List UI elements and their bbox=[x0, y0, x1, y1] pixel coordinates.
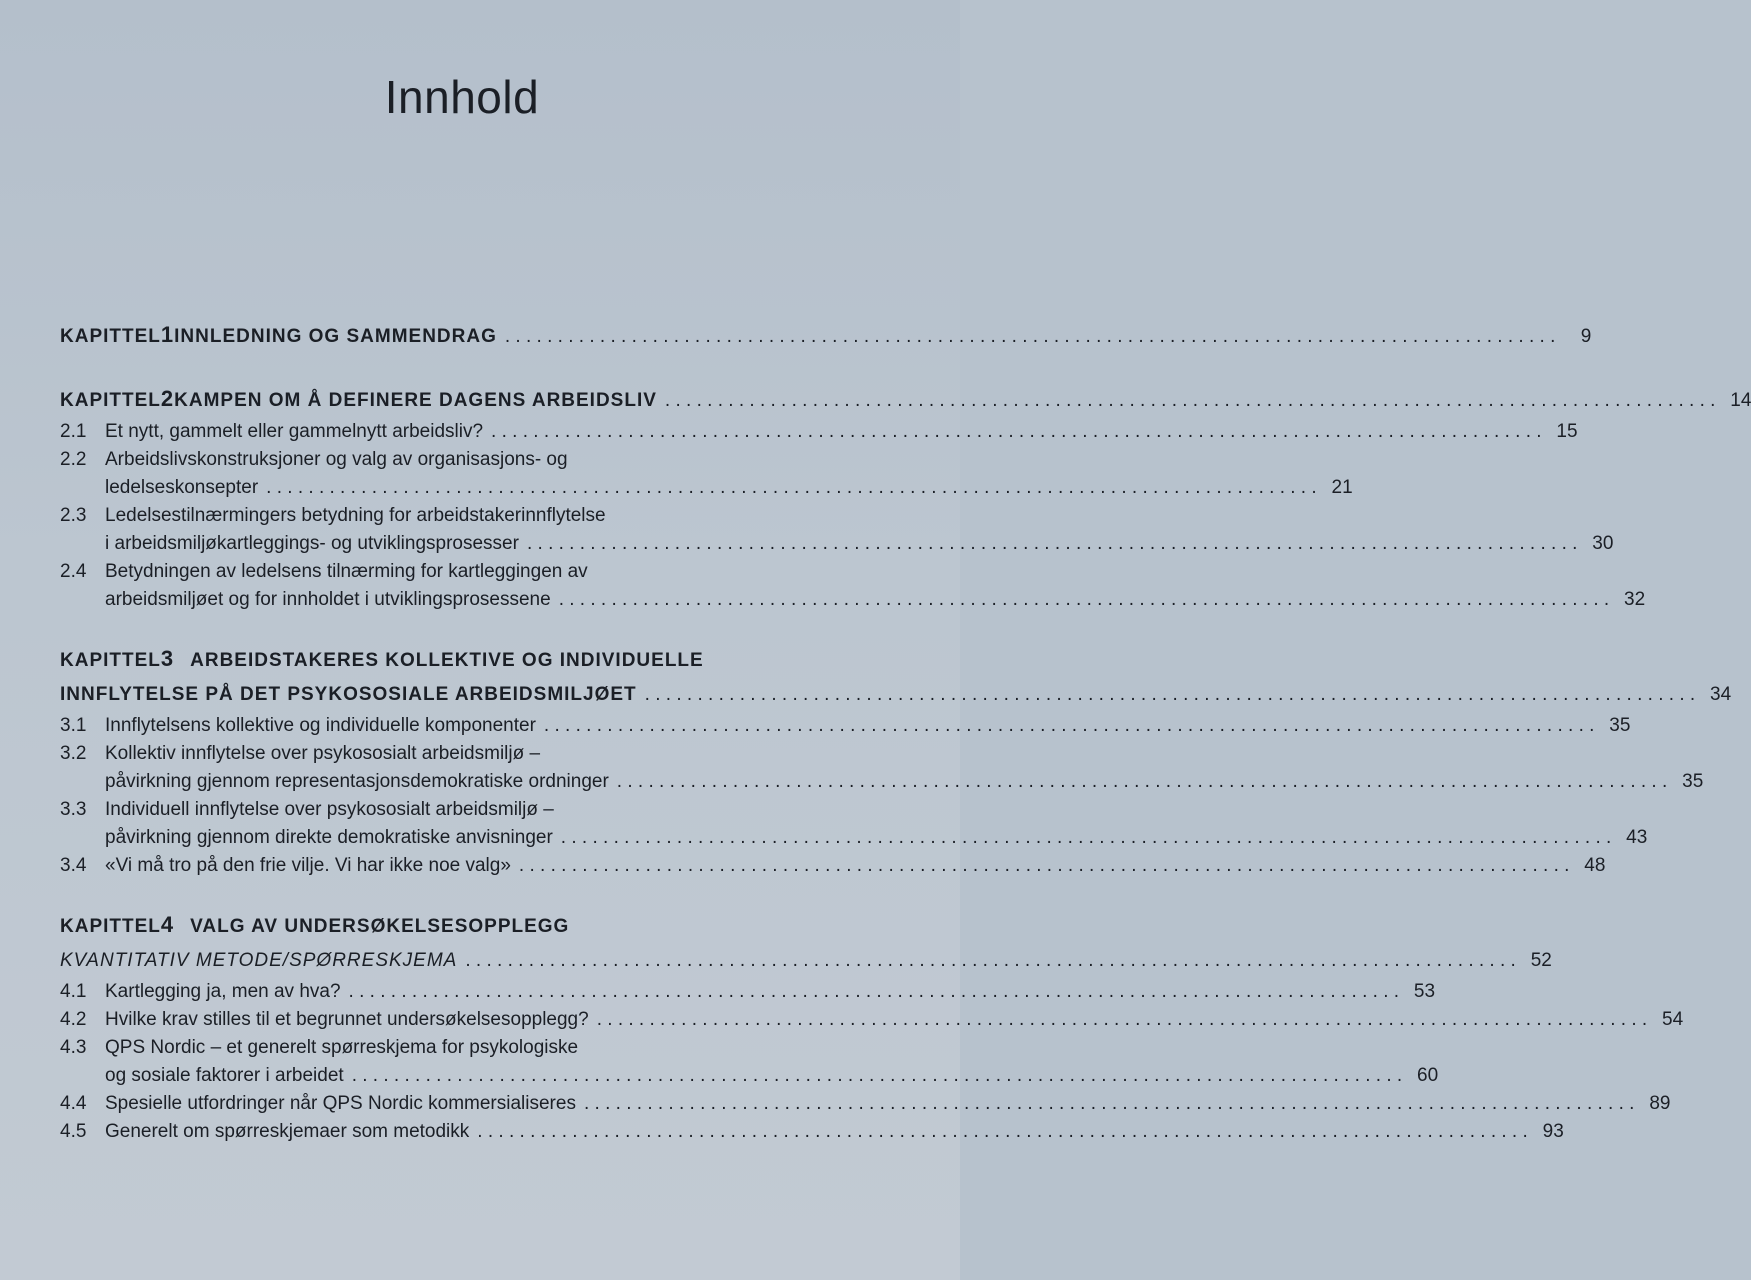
chapter-title: ARBEIDSTAKERES KOLLEKTIVE OG INDIVIDUELLE bbox=[190, 650, 704, 671]
section-line bbox=[105, 446, 1353, 474]
section-entry bbox=[60, 418, 1578, 446]
section-title: og sosiale faktorer i arbeidet bbox=[105, 1065, 344, 1086]
section-line bbox=[105, 740, 1703, 768]
section-title: Betydningen av ledelsens tilnærming for kartleggingen av bbox=[105, 561, 588, 582]
section-line bbox=[105, 1090, 1670, 1118]
section-page-number: 89 bbox=[1649, 1093, 1671, 1114]
section-body bbox=[105, 1118, 1564, 1146]
table-of-contents bbox=[60, 318, 1751, 1174]
section-line bbox=[105, 1062, 1438, 1090]
section-number: 3.3 bbox=[60, 799, 87, 820]
section-number: 2.4 bbox=[60, 561, 87, 582]
chapter-heading-line bbox=[60, 642, 865, 678]
section-body bbox=[105, 1034, 1438, 1090]
section-entry bbox=[60, 796, 1648, 852]
dot-leader bbox=[544, 712, 1594, 740]
section-number: 4.3 bbox=[60, 1037, 87, 1058]
section-page-number: 53 bbox=[1413, 981, 1436, 1002]
chapter-subtitle-line bbox=[60, 944, 1552, 978]
section-title: i arbeidsmiljøkartleggings- og utviklingsprosesser bbox=[105, 533, 519, 554]
section-title: påvirkning gjennom representasjonsdemokratiske ordninger bbox=[105, 771, 609, 792]
section-title: QPS Nordic – et generelt spørreskjema for psykologiske bbox=[105, 1037, 579, 1058]
section-line bbox=[105, 824, 1647, 852]
section-title: Innflytelsens kollektive og individuelle komponenter bbox=[105, 715, 536, 736]
section-line bbox=[105, 586, 1645, 614]
section-number: 3.1 bbox=[60, 715, 87, 736]
section-number: 2.2 bbox=[60, 449, 87, 470]
dot-leader bbox=[559, 586, 1609, 614]
section-line bbox=[105, 852, 1605, 880]
section-body bbox=[105, 418, 1578, 446]
dot-leader bbox=[266, 474, 1316, 502]
chapter-page-number: 9 bbox=[1580, 326, 1592, 347]
section-entry bbox=[60, 852, 1606, 880]
page-title: Innhold bbox=[384, 71, 540, 123]
section-title: Kartlegging ja, men av hva? bbox=[105, 981, 341, 1002]
dot-leader bbox=[665, 384, 1715, 418]
chapter-subtitle: KVANTITATIV METODE/SPØRRESKJEMA bbox=[60, 950, 458, 971]
dot-leader bbox=[527, 530, 1577, 558]
section-entry bbox=[60, 1006, 1684, 1034]
section-entry bbox=[60, 978, 1436, 1006]
section-number: 2.3 bbox=[60, 505, 87, 526]
section-number: 3.2 bbox=[60, 743, 87, 764]
section-title: Et nytt, gammelt eller gammelnytt arbeidsliv? bbox=[105, 421, 484, 442]
section-line bbox=[105, 1034, 1438, 1062]
dot-leader bbox=[597, 1006, 1647, 1034]
section-entry bbox=[60, 1034, 1439, 1090]
section-line bbox=[105, 1118, 1564, 1146]
section-line bbox=[105, 978, 1435, 1006]
dot-leader bbox=[561, 824, 1611, 852]
dot-leader bbox=[519, 852, 1569, 880]
section-title: Generelt om spørreskjemaer som metodikk bbox=[105, 1121, 470, 1142]
section-title: arbeidsmiljøet og for innholdet i utviklingsprosessene bbox=[105, 589, 551, 610]
section-body bbox=[105, 446, 1353, 502]
section-entry bbox=[60, 558, 1646, 614]
section-entry bbox=[60, 446, 1353, 502]
chapter-number: 2 bbox=[160, 386, 175, 411]
chapter-heading-line bbox=[60, 318, 1592, 354]
section-title: Arbeidslivskonstruksjoner og valg av organisasjons- og bbox=[105, 449, 568, 470]
chapter-entry bbox=[60, 318, 1592, 354]
section-body bbox=[105, 1006, 1683, 1034]
dot-leader bbox=[352, 1062, 1402, 1090]
section-number: 4.1 bbox=[60, 981, 87, 1002]
chapter-label: KAPITTEL bbox=[60, 650, 161, 671]
section-line bbox=[105, 796, 1647, 824]
chapter-title: INNFLYTELSE PÅ DET PSYKOSOSIALE ARBEIDSMILJØET bbox=[60, 684, 637, 705]
section-entry bbox=[60, 1118, 1564, 1146]
section-line bbox=[105, 502, 1613, 530]
chapter-entry bbox=[60, 642, 1732, 880]
chapter-label: KAPITTEL bbox=[60, 916, 161, 937]
section-title: Ledelsestilnærmingers betydning for arbeidstakerinnflytelse bbox=[105, 505, 606, 526]
section-page-number: 60 bbox=[1417, 1065, 1439, 1086]
dot-leader bbox=[617, 768, 1667, 796]
section-title: påvirkning gjennom direkte demokratiske anvisninger bbox=[105, 827, 553, 848]
chapter-entry bbox=[60, 382, 1751, 614]
dot-leader bbox=[477, 1118, 1527, 1146]
section-page-number: 35 bbox=[1682, 771, 1704, 792]
chapter-page-number: 52 bbox=[1530, 950, 1552, 971]
section-number: 4.5 bbox=[60, 1121, 87, 1142]
section-line bbox=[105, 768, 1703, 796]
section-body bbox=[105, 558, 1645, 614]
section-entry bbox=[60, 740, 1704, 796]
section-page-number: 35 bbox=[1609, 715, 1631, 736]
section-title: Hvilke krav stilles til et begrunnet undersøkelsesopplegg? bbox=[105, 1009, 589, 1030]
section-page-number: 15 bbox=[1556, 421, 1578, 442]
chapter-page-number: 34 bbox=[1710, 684, 1732, 705]
section-body bbox=[105, 740, 1703, 796]
section-page-number: 93 bbox=[1542, 1121, 1564, 1142]
section-body bbox=[105, 712, 1630, 740]
section-title: Spesielle utfordringer når QPS Nordic kommersialiseres bbox=[105, 1093, 576, 1114]
chapter-page-number: 14 bbox=[1730, 390, 1751, 411]
section-title: ledelseskonsepter bbox=[105, 477, 259, 498]
chapter-heading-line bbox=[60, 382, 1751, 418]
section-body bbox=[105, 852, 1605, 880]
section-line bbox=[105, 418, 1578, 446]
section-page-number: 48 bbox=[1584, 855, 1606, 876]
dot-leader bbox=[645, 678, 1695, 712]
section-page-number: 30 bbox=[1592, 533, 1614, 554]
chapter-title: INNLEDNING OG SAMMENDRAG bbox=[174, 326, 497, 347]
section-entry bbox=[60, 1090, 1671, 1118]
dot-leader bbox=[349, 978, 1399, 1006]
dot-leader bbox=[584, 1090, 1634, 1118]
section-body bbox=[105, 502, 1613, 558]
section-title: «Vi må tro på den frie vilje. Vi har ikke noe valg» bbox=[105, 855, 511, 876]
section-number: 4.4 bbox=[60, 1093, 87, 1114]
chapter-number: 4 bbox=[160, 912, 175, 937]
section-body bbox=[105, 978, 1435, 1006]
section-line bbox=[105, 530, 1613, 558]
section-body bbox=[105, 796, 1647, 852]
section-number: 3.4 bbox=[60, 855, 87, 876]
section-line bbox=[105, 1006, 1683, 1034]
section-title: Kollektiv innflytelse over psykososialt arbeidsmiljø – bbox=[105, 743, 541, 764]
section-line bbox=[105, 474, 1353, 502]
section-line bbox=[105, 558, 1645, 586]
section-entry bbox=[60, 712, 1631, 740]
chapter-number: 1 bbox=[160, 322, 175, 347]
chapter-heading-line bbox=[60, 678, 1732, 712]
section-page-number: 21 bbox=[1331, 477, 1353, 498]
chapter-title: VALG AV UNDERSØKELSESOPPLEGG bbox=[190, 916, 570, 937]
dot-leader bbox=[505, 320, 1555, 354]
chapter-entry bbox=[60, 908, 1684, 1146]
chapter-label: KAPITTEL bbox=[60, 390, 161, 411]
chapter-heading-line bbox=[60, 908, 865, 944]
section-page-number: 54 bbox=[1662, 1009, 1684, 1030]
section-number: 4.2 bbox=[60, 1009, 87, 1030]
section-page-number: 43 bbox=[1626, 827, 1648, 848]
section-body bbox=[105, 1090, 1670, 1118]
chapter-label: KAPITTEL bbox=[60, 326, 161, 347]
dot-leader bbox=[465, 944, 1515, 978]
section-line bbox=[105, 712, 1630, 740]
section-number: 2.1 bbox=[60, 421, 87, 442]
chapter-title: KAMPEN OM Å DEFINERE DAGENS ARBEIDSLIV bbox=[174, 390, 657, 411]
section-title: Individuell innflytelse over psykososialt arbeidsmiljø – bbox=[105, 799, 554, 820]
chapter-number: 3 bbox=[160, 646, 175, 671]
section-page-number: 32 bbox=[1624, 589, 1646, 610]
dot-leader bbox=[491, 418, 1541, 446]
section-entry bbox=[60, 502, 1614, 558]
